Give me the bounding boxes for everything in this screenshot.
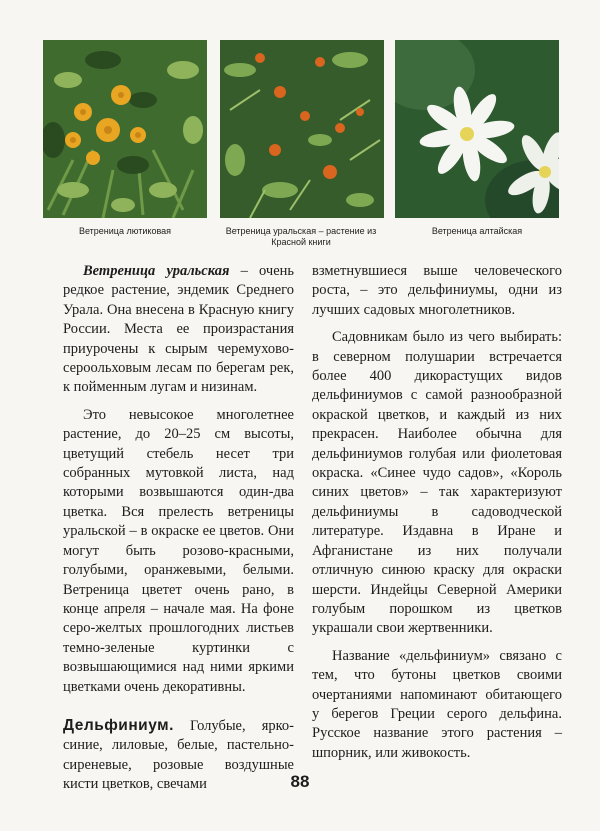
page-number: 88 bbox=[290, 772, 310, 791]
paragraph: Это невысокое многолетнее растение, до 20–25 см высоты, цветущий стебель несет три собранных мутовкой листа, над которыми возвышаются один-два цветка. Вся прелесть ветреницы уральской – в окраске ее цветов. Они могут быть розово-красными, голубыми, оранжевыми, белыми. Ветреница цветет очень рано, в конце апреля – начале мая. На фоне серо-желтых прошлогодних листьев темно-зеленые куртинки с возвышающимися над ними яркими цветками очень декоративны. bbox=[63, 406, 294, 695]
section-title: Дельфиниум. bbox=[63, 716, 174, 734]
buttercup-anemone-photo bbox=[43, 40, 207, 218]
paragraph-lead: Ветреница уральская bbox=[83, 263, 230, 279]
paragraph: Садовникам было из чего выбирать: в северном полушарии встречается более 400 дикорастущих видов дельфиниумов с самой разнообразной окраской цветков, и каждый из них прекрасен. Наиболее обычна для дельфиниумов голубая или фиолетовая окраска. «Синее чудо садов», «Король синих цветов» – так характеризуют дельфиниумы в садоводческой литературе. Издавна в Иране и Афганистане из них получали отличную синюю краску для окраски шерсти. Индейцы Северной Америки голубым порошком из цветков украшали свои жертвенники. bbox=[312, 329, 562, 637]
paragraph bbox=[63, 262, 294, 398]
photo-strip bbox=[43, 40, 561, 218]
paragraph-text: Голубые, ярко-синие, лиловые, белые, пастельно-сиреневые, розовые воздушные кисти цветков, свечами bbox=[63, 717, 294, 793]
photo-caption: Ветреница уральская – растение из Красной книги bbox=[225, 226, 377, 247]
photo-caption: Ветреница лютиковая bbox=[78, 226, 172, 236]
photo-caption: Ветреница алтайская bbox=[431, 226, 523, 236]
text-column-left bbox=[63, 262, 294, 795]
paragraph: Название «дельфиниум» связано с тем, что бутоны цветков своими очертаниями напоминают обитающего у берегов Греции серого дельфина. Русское название этого растения – шпорник, или живокость. bbox=[312, 647, 562, 761]
text-column-right bbox=[312, 262, 562, 763]
ural-anemone-photo bbox=[220, 40, 384, 218]
paragraph: взметнувшиеся выше человеческого роста, – это дельфиниумы, одни из лучших садовых многолетников. bbox=[312, 263, 562, 318]
altai-anemone-photo bbox=[395, 40, 559, 218]
paragraph-text: – очень редкое растение, эндемик Среднего Урала. Она внесена в Красную книгу России. Места ее произрастания приурочены к сырым черемухово-сероольховым лесам по берегам рек, к пойменным лугам и низинам. bbox=[63, 263, 294, 396]
